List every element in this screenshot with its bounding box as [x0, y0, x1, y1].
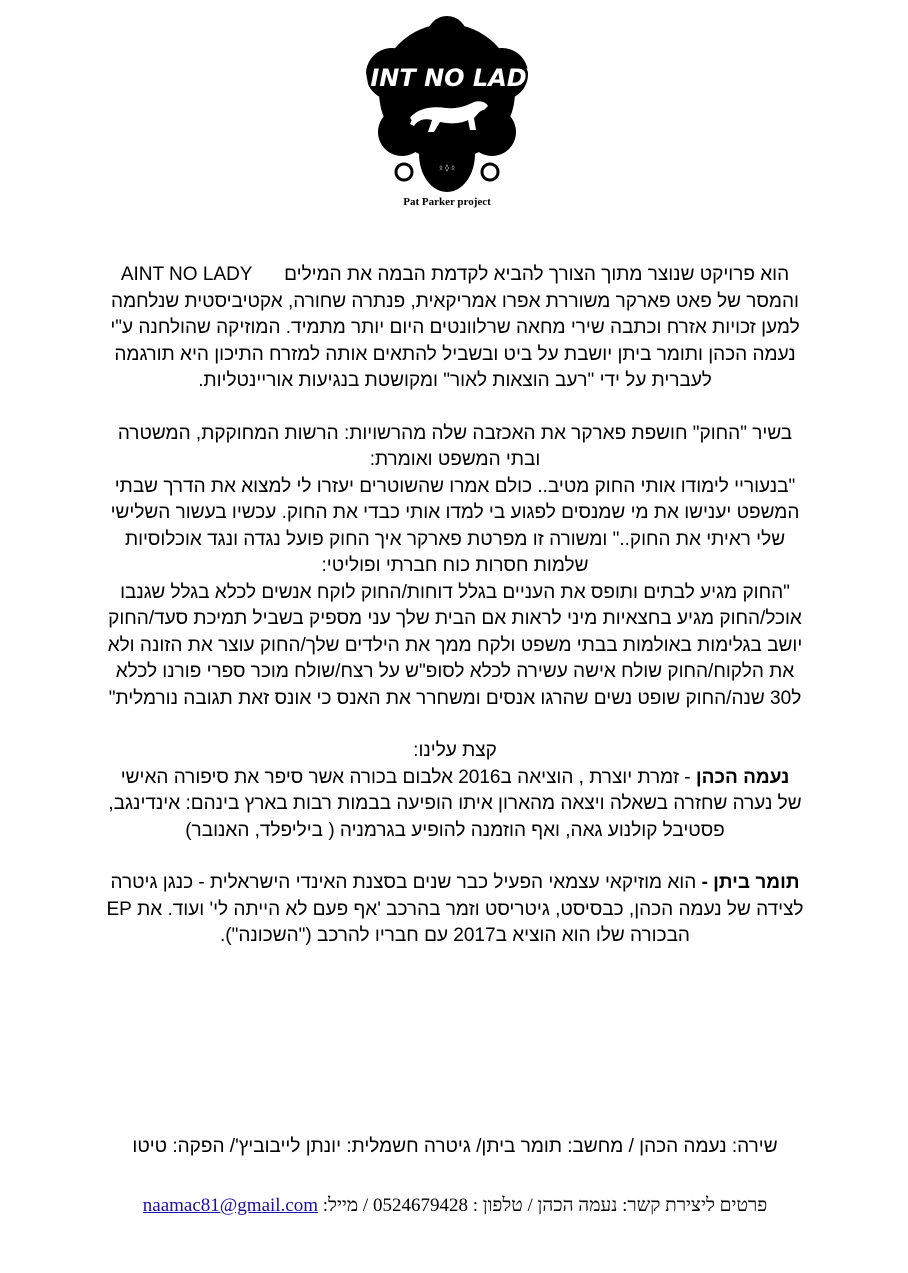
song-line: ובתי המשפט ואומרת: [369, 449, 541, 470]
song-line: בשיר "החוק" חושפת פארקר את האכזבה שלה מהרשויות: הרשות המחוקקת, המשטרה [117, 422, 793, 444]
song-line: את הלקוח/החוק שולח אישה עשירה לכלא לסופ"ש על רצח/שולח מוכר ספרי פורנו לכלא [115, 661, 795, 682]
logo-text: AINT NO LADY [351, 64, 543, 92]
song-line: יושב בגלימות באולמות בבתי משפט ולקח ממך את הילדים שלך/החוק עוצר את הזונה ולא [107, 634, 803, 656]
naama-line: של נערה שחזרה בשאלה ויצאה מהארון איתו הופיעה בבמות רבות בארץ בינהם: אינדינגב, [108, 793, 802, 814]
song-line: המשפט יענישו את מי שמנסים לפגוע בי למדו אותי כבדי את החוק. עכשיו בעשור השלישי [110, 502, 800, 523]
svg-text:ᛟ ◊ ᛟ: ᛟ ◊ ᛟ [438, 164, 456, 172]
email-link[interactable]: naamac81@gmail.com [142, 1195, 319, 1216]
credits: שירה: נעמה הכהן / מחשב: תומר ביתן/ גיטרה חשמלית: יונתן לייבוביץ'/ הפקה: טיטו [132, 1136, 778, 1157]
song-line: שלי ראיתי את החוק.." ומשורה זו מפרטת פארקר איך החוק פועל נגדה ונגד אוכלוסיות [124, 528, 786, 550]
naama-text: - זמרת יוצרת , הוציאה ב2016 אלבום בכורה אשר סיפר את סיפורה האישי [120, 766, 691, 788]
tomer-text: לצידה של נעמה הכהן, כבסיסט, גיטריסט וזמר בהרכב 'אף פעם לא הייתה לי' ועוד. את [137, 898, 804, 920]
tomer-line: הבכורה שלו הוא הוציא ב2017 עם חבריו להרכב ("השכונה"). [220, 925, 690, 946]
song-line: "בנעוריי לימודו אותי החוק מטיב.. כולם אמרו שהשוטרים יעזרו לי למצוא את הדרך שבתי [114, 475, 796, 497]
intro-line: למען זכויות אזרח וכתבה שירי מחאה שרלוונטים היום יותר מתמיד. המוזיקה שהולחנה ע"י [110, 317, 800, 338]
intro-line: והמסר של פאט פארקר משוררת אפרו אמריקאית, פנתרה שחורה, אקטיביסטית שנלחמה [111, 290, 799, 312]
about-heading: קצת עלינו: [413, 740, 497, 761]
tomer-line [40, 870, 870, 897]
tomer-text: הוא מוזיקאי עצמאי הפעיל כבר שנים בסצנת האינדי הישראלית - כנגן גיטרה [110, 872, 697, 893]
contact-text: פרטים ליצירת קשר: נעמה הכהן / טלפון : 0524679428 / מייל: [322, 1195, 768, 1216]
tomer-line [40, 897, 870, 924]
intro-text: הוא פרויקט שנוצר מתוך הצורך להביא לקדמת הבמה את המילים [284, 264, 790, 285]
contact-line [40, 1195, 870, 1217]
intro-line [40, 262, 870, 289]
naama-name: נעמה הכהן [695, 766, 790, 788]
intro-line: נעמה הכהן ותומר ביתן יושבת על ביט ובשביל להתאים אותה למזרח התיכון היא תורגמה [114, 343, 796, 365]
naama-line: פסטיבל קולנוע גאה, ואף הוזמנה להופיע בגרמניה ( ביליפלד, האנובר) [185, 819, 725, 841]
ep-label: EP [106, 898, 132, 920]
song-line: "החוק מגיע לבתים ותופס את העניים בגלל דוחות/החוק לוקח אנשים לכלא בגלל שגנבו [120, 581, 790, 603]
tomer-name: תומר ביתן - [701, 872, 800, 893]
intro-line: לעברית על ידי "רעב הוצאות לאור" ומקושטת בנגיעות אוריינטליות. [198, 370, 712, 391]
logo [351, 14, 543, 214]
afro-silhouette-icon [351, 14, 543, 214]
song-line: ל30 שנה/החוק שופט נשים שהרגו אנסים ומשחרר את האנס כי אונס זאת תגובה נורמלית" [108, 687, 802, 709]
document-body [40, 262, 870, 950]
logo-caption: Pat Parker project [403, 196, 491, 208]
naama-line [40, 765, 870, 792]
song-line: שלמות חסרות כוח חברתי ופוליטי: [321, 555, 589, 576]
song-line: אוכל/החוק מגיע בחצאיות מיני לראות אם הבית שלך עני מספיק בשביל תמיכת סעד/החוק [108, 608, 802, 629]
project-name: AINT NO LADY [120, 264, 253, 285]
